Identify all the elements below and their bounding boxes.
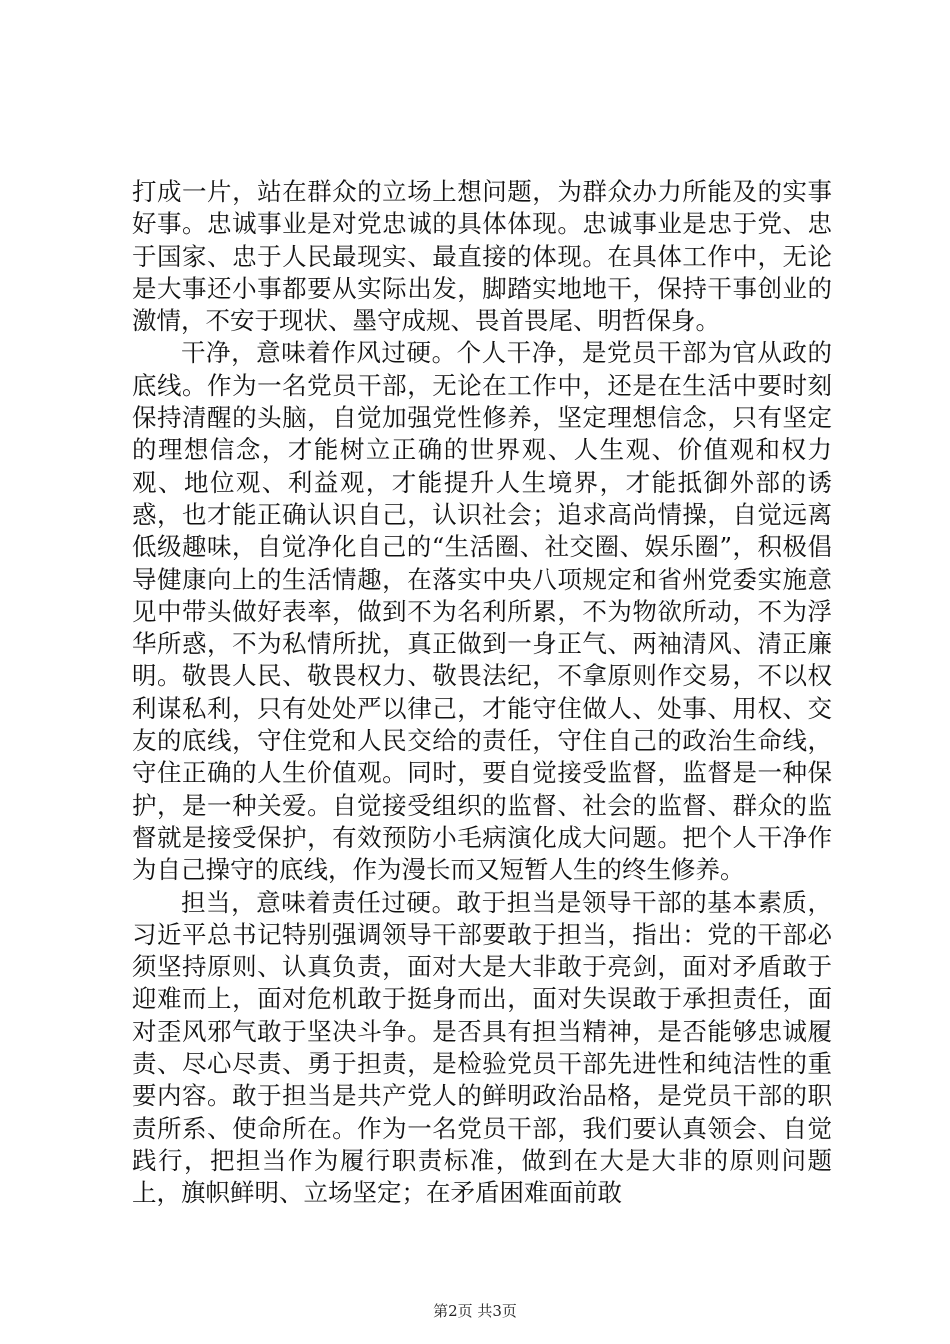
page-footer: 第2页 共3页 [433,1302,517,1320]
paragraph-clean: 干净，意味着作风过硬。个人干净，是党员干部为官从政的底线。作为一名党员干部，无论在工作中，还是在生活中要时刻保持清醒的头脑，自觉加强党性修养，坚定理想信念，只有坚定的理想信念，才能树立正确的世界观、人生观、价值观和权力观、地位观、利益观，才能提升人生境界，才能抵御外部的诱惑，也才能正确认识自己，认识社会；追求高尚情操，自觉远离低级趣味，自觉净化自己的“生活圈、社交圈、娱乐圈”，积极倡导健康向上的生活情趣，在落实中央八项规定和省州党委实施意见中带头做好表率，做到不为名利所累，不为物欲所动，不为浮华所惑，不为私情所扰，真正做到一身正气、两袖清风、清正廉明。敬畏人民、敬畏权力、敬畏法纪，不拿原则作交易，不以权利谋私利，只有处处严以律己，才能守住做人、处事、用权、交友的底线，守住党和人民交给的责任，守住自己的政治生命线，守住正确的人生价值观。同时，要自觉接受监督，监督是一种保护，是一种关爱。自觉接受组织的监督、社会的监督、群众的监督就是接受保护，有效预防小毛病演化成大问题。把个人干净作为自己操守的底线，作为漫长而又短暂人生的终生修养。 [132,338,832,885]
paragraph-responsibility: 担当，意味着责任过硬。敢于担当是领导干部的基本素质，习近平总书记特别强调领导干部要敢于担当，指出：党的干部必须坚持原则、认真负责，面对大是大非敢于亮剑，面对矛盾敢于迎难而上，面对危机敢于挺身而出，面对失误敢于承担责任，面对歪风邪气敢于坚决斗争。是否具有担当精神，是否能够忠诚履责、尽心尽责、勇于担责，是检验党员干部先进性和纯洁性的重要内容。敢于担当是共产党人的鲜明政治品格，是党员干部的职责所系、使命所在。作为一名党员干部，我们要认真领会、自觉践行，把担当作为履行职责标准，做到在大是大非的原则问题上，旗帜鲜明、立场坚定；在矛盾困难面前敢 [132,887,832,1208]
paragraph-continuation: 打成一片，站在群众的立场上想问题，为群众办力所能及的实事好事。忠诚事业是对党忠诚的具体体现。忠诚事业是忠于党、忠于国家、忠于人民最现实、最直接的体现。在具体工作中，无论是大事还小事都要从实际出发，脚踏实地地干，保持干事创业的激情，不安于现状、墨守成规、畏首畏尾、明哲保身。 [132,177,832,336]
document-body [132,176,832,1210]
